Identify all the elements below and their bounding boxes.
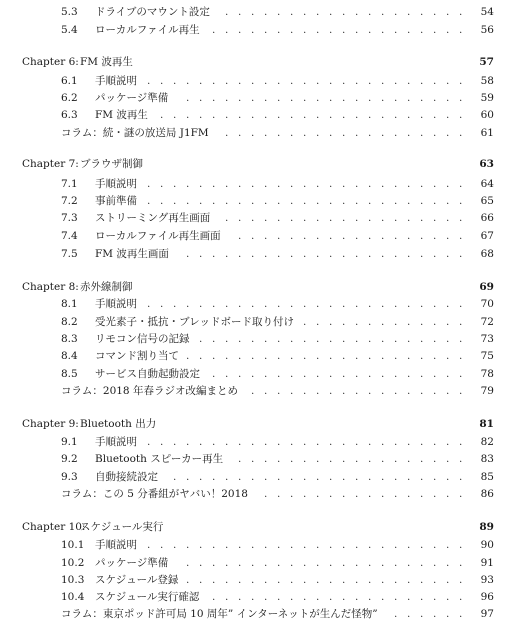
dot-leader: . . . . . . . . . . . . . . . . . . . . bbox=[212, 24, 463, 36]
toc-section-entry[interactable] bbox=[0, 555, 518, 571]
toc-section-entry[interactable] bbox=[0, 193, 518, 209]
toc-entry-number: 7.5 bbox=[61, 248, 78, 260]
toc-entry-title: 手順説明 bbox=[95, 298, 137, 310]
toc-entry-number: Chapter 10: bbox=[22, 521, 86, 533]
toc-entry-number: 8.2 bbox=[61, 316, 78, 328]
dot-leader: . . . . . . . . . . . . . . . . . . . . . . . . . bbox=[147, 298, 463, 310]
toc-entry-title: 手順説明 bbox=[95, 436, 137, 448]
toc-column-entry[interactable] bbox=[0, 125, 518, 141]
toc-chapter-entry[interactable] bbox=[0, 54, 518, 70]
toc-section-entry[interactable] bbox=[0, 246, 518, 262]
dot-leader: . . . . . . . . . . . . . . . . . . . . bbox=[212, 591, 463, 603]
toc-page-number: 63 bbox=[479, 158, 494, 170]
toc-page-number: 90 bbox=[480, 539, 494, 551]
toc-section-entry[interactable] bbox=[0, 366, 518, 382]
toc-entry-number: 8.1 bbox=[61, 298, 78, 310]
toc-page-number: 75 bbox=[480, 350, 494, 362]
toc-chapter-entry[interactable] bbox=[0, 156, 518, 172]
toc-chapter-entry[interactable] bbox=[0, 279, 518, 295]
dot-leader: . . . . . . . . . . . . . . . . . . . bbox=[225, 6, 463, 18]
toc-entry-title: 手順説明 bbox=[95, 178, 137, 190]
toc-entry-title: 手順説明 bbox=[95, 75, 137, 87]
toc-section-entry[interactable] bbox=[0, 176, 518, 192]
toc-section-entry[interactable] bbox=[0, 589, 518, 605]
dot-leader: . . . . . . bbox=[394, 608, 463, 620]
toc-entry-title: パッケージ準備 bbox=[95, 92, 169, 104]
toc-section-entry[interactable] bbox=[0, 73, 518, 89]
toc-page-number: 72 bbox=[480, 316, 494, 328]
dot-leader: . . . . . . . . . . . . . . . . bbox=[264, 488, 463, 500]
toc-page-number: 96 bbox=[480, 591, 494, 603]
toc-entry-title: FM 波再生 bbox=[80, 56, 133, 68]
dot-leader: . . . . . . . . . . . . . . . . . bbox=[251, 385, 463, 397]
toc-entry-title: コラム：この 5 分番組がヤバい！2018 bbox=[61, 488, 248, 500]
dot-leader: . . . . . . . . . . . . . . . . . . . . . . . bbox=[173, 471, 463, 483]
toc-entry-title: ドライブのマウント設定 bbox=[95, 6, 210, 18]
toc-entry-number: 8.5 bbox=[61, 368, 78, 380]
toc-entry-title: Bluetooth スピーカー再生 bbox=[95, 453, 224, 465]
toc-entry-number: Chapter 7: bbox=[22, 158, 79, 170]
toc-entry-number: 7.1 bbox=[61, 178, 78, 190]
toc-entry-title: パッケージ準備 bbox=[95, 557, 169, 569]
toc-page-number: 64 bbox=[480, 178, 494, 190]
toc-page-number: 57 bbox=[479, 56, 494, 68]
toc-page-number: 73 bbox=[480, 333, 494, 345]
toc-section-entry[interactable] bbox=[0, 228, 518, 244]
toc-entry-title: ブラウザ制御 bbox=[80, 158, 143, 170]
toc-section-entry[interactable] bbox=[0, 4, 518, 20]
dot-leader: . . . . . . . . . . . . . . . . . . . . . . bbox=[186, 574, 463, 586]
toc-page-number: 66 bbox=[480, 212, 494, 224]
toc-page-number: 59 bbox=[480, 92, 494, 104]
toc-entry-title: コラム：2018 年春ラジオ改編まとめ bbox=[61, 385, 238, 397]
toc-entry-number: 10.2 bbox=[61, 557, 85, 569]
toc-entry-title: スケジュール登録 bbox=[95, 574, 179, 586]
toc-section-entry[interactable] bbox=[0, 434, 518, 450]
toc-entry-title: 事前準備 bbox=[95, 195, 137, 207]
toc-entry-title: ローカルファイル再生 bbox=[95, 24, 200, 36]
toc-page-number: 86 bbox=[480, 488, 494, 500]
toc-page-number: 61 bbox=[480, 127, 494, 139]
toc-section-entry[interactable] bbox=[0, 572, 518, 588]
toc-entry-title: FM 波再生 bbox=[95, 109, 148, 121]
dot-leader: . . . . . . . . . . . . . . . . . . . . . bbox=[199, 333, 463, 345]
dot-leader: . . . . . . . . . . . . . . . . . . . bbox=[225, 127, 463, 139]
toc-column-entry[interactable] bbox=[0, 383, 518, 399]
toc-entry-title: Bluetooth 出力 bbox=[80, 418, 157, 430]
toc-page-number: 56 bbox=[480, 24, 494, 36]
toc-page-number: 78 bbox=[480, 368, 494, 380]
dot-leader: . . . . . . . . . . . . . . . . . . . . . . . . . bbox=[147, 539, 463, 551]
toc-entry-title: スケジュール実行 bbox=[80, 521, 164, 533]
toc-page-number: 93 bbox=[480, 574, 494, 586]
toc-page-number: 68 bbox=[480, 248, 494, 260]
toc-entry-number: 7.2 bbox=[61, 195, 78, 207]
toc-entry-number: 8.3 bbox=[61, 333, 78, 345]
toc-entry-number: 6.2 bbox=[61, 92, 78, 104]
toc-entry-number: Chapter 6: bbox=[22, 56, 79, 68]
toc-section-entry[interactable] bbox=[0, 331, 518, 347]
toc-entry-number: 10.3 bbox=[61, 574, 85, 586]
toc-entry-title: 自動接続設定 bbox=[95, 471, 158, 483]
toc-entry-number: 7.4 bbox=[61, 230, 78, 242]
toc-entry-number: 10.4 bbox=[61, 591, 85, 603]
toc-page-number: 82 bbox=[480, 436, 494, 448]
toc-page-number: 85 bbox=[480, 471, 494, 483]
toc-section-entry[interactable] bbox=[0, 22, 518, 38]
toc-column-entry[interactable] bbox=[0, 606, 518, 622]
dot-leader: . . . . . . . . . . . . . . . . . . . . . . . . . bbox=[147, 75, 463, 87]
dot-leader: . . . . . . . . . . . . . . . . . . . . bbox=[212, 368, 463, 380]
toc-page-number: 97 bbox=[480, 608, 494, 620]
dot-leader: . . . . . . . . . . . . . . . . . . . . . . . . bbox=[160, 109, 463, 121]
toc-entry-title: ストリーミング再生画面 bbox=[95, 212, 211, 224]
toc-section-entry[interactable] bbox=[0, 210, 518, 226]
toc-page-number: 54 bbox=[480, 6, 494, 18]
dot-leader: . . . . . . . . . . . . . bbox=[303, 316, 463, 328]
toc-section-entry[interactable] bbox=[0, 296, 518, 312]
dot-leader: . . . . . . . . . . . . . . . . . . . . . . . . . bbox=[147, 436, 463, 448]
toc-entry-title: ローカルファイル再生画面 bbox=[95, 230, 221, 242]
toc-section-entry[interactable] bbox=[0, 348, 518, 364]
toc-chapter-entry[interactable] bbox=[0, 519, 518, 535]
toc-entry-title: コラム：東京ポッド許可局 10 周年” インターネットが生んだ怪物” bbox=[61, 608, 378, 620]
toc-entry-title: 受光素子・抵抗・ブレッドボード取り付け bbox=[95, 316, 294, 328]
toc-entry-number: 9.3 bbox=[61, 471, 78, 483]
toc-entry-number: Chapter 8: bbox=[22, 281, 79, 293]
toc-page-number: 79 bbox=[480, 385, 494, 397]
toc-section-entry[interactable] bbox=[0, 537, 518, 553]
toc-entry-title: スケジュール実行確認 bbox=[95, 591, 200, 603]
toc-page-number: 58 bbox=[480, 75, 494, 87]
toc-section-entry[interactable] bbox=[0, 90, 518, 106]
toc-entry-number: 9.2 bbox=[61, 453, 78, 465]
dot-leader: . . . . . . . . . . . . . . . . . . . . . . bbox=[186, 248, 463, 260]
toc-entry-title: 手順説明 bbox=[95, 539, 137, 551]
toc-section-entry[interactable] bbox=[0, 107, 518, 123]
toc-entry-number: 5.3 bbox=[61, 6, 78, 18]
toc-entry-number: 6.3 bbox=[61, 109, 78, 121]
toc-entry-number: 10.1 bbox=[61, 539, 85, 551]
toc-page-number: 70 bbox=[480, 298, 494, 310]
toc-entry-title: サービス自動起動設定 bbox=[95, 368, 200, 380]
toc-page-number: 69 bbox=[479, 281, 494, 293]
toc-entry-number: Chapter 9: bbox=[22, 418, 79, 430]
dot-leader: . . . . . . . . . . . . . . . . . . . bbox=[225, 212, 463, 224]
toc-page-number: 89 bbox=[479, 521, 494, 533]
toc-section-entry[interactable] bbox=[0, 469, 518, 485]
toc-entry-number: 8.4 bbox=[61, 350, 78, 362]
toc-section-entry[interactable] bbox=[0, 451, 518, 467]
dot-leader: . . . . . . . . . . . . . . . . . . . . . . bbox=[186, 92, 463, 104]
toc-entry-number: 6.1 bbox=[61, 75, 78, 87]
toc-entry-number: 7.3 bbox=[61, 212, 78, 224]
toc-section-entry[interactable] bbox=[0, 314, 518, 330]
toc-entry-title: コラム：続・謎の放送局 J1FM bbox=[61, 127, 209, 139]
toc-page-number: 81 bbox=[479, 418, 494, 430]
toc-entry-title: FM 波再生画面 bbox=[95, 248, 169, 260]
toc-entry-title: コマンド割り当て bbox=[95, 350, 179, 362]
toc-column-entry[interactable] bbox=[0, 486, 518, 502]
toc-page-number: 65 bbox=[480, 195, 494, 207]
toc-page-number: 67 bbox=[480, 230, 494, 242]
toc-page-number: 60 bbox=[480, 109, 494, 121]
toc-page-number: 91 bbox=[480, 557, 494, 569]
dot-leader: . . . . . . . . . . . . . . . . . . . . . . bbox=[186, 557, 463, 569]
toc-entry-number: 5.4 bbox=[61, 24, 78, 36]
dot-leader: . . . . . . . . . . . . . . . . . . . . . . . . . bbox=[147, 178, 463, 190]
dot-leader: . . . . . . . . . . . . . . . . . . bbox=[238, 453, 463, 465]
toc-chapter-entry[interactable] bbox=[0, 416, 518, 432]
dot-leader: . . . . . . . . . . . . . . . . . . . . . . . . . bbox=[147, 195, 463, 207]
dot-leader: . . . . . . . . . . . . . . . . . . . . . . bbox=[186, 350, 463, 362]
toc-entry-title: 赤外線制御 bbox=[80, 281, 133, 293]
toc-entry-number: 9.1 bbox=[61, 436, 78, 448]
dot-leader: . . . . . . . . . . . . . . . . . . bbox=[238, 230, 463, 242]
toc-entry-title: リモコン信号の記録 bbox=[95, 333, 190, 345]
toc-page-number: 83 bbox=[480, 453, 494, 465]
